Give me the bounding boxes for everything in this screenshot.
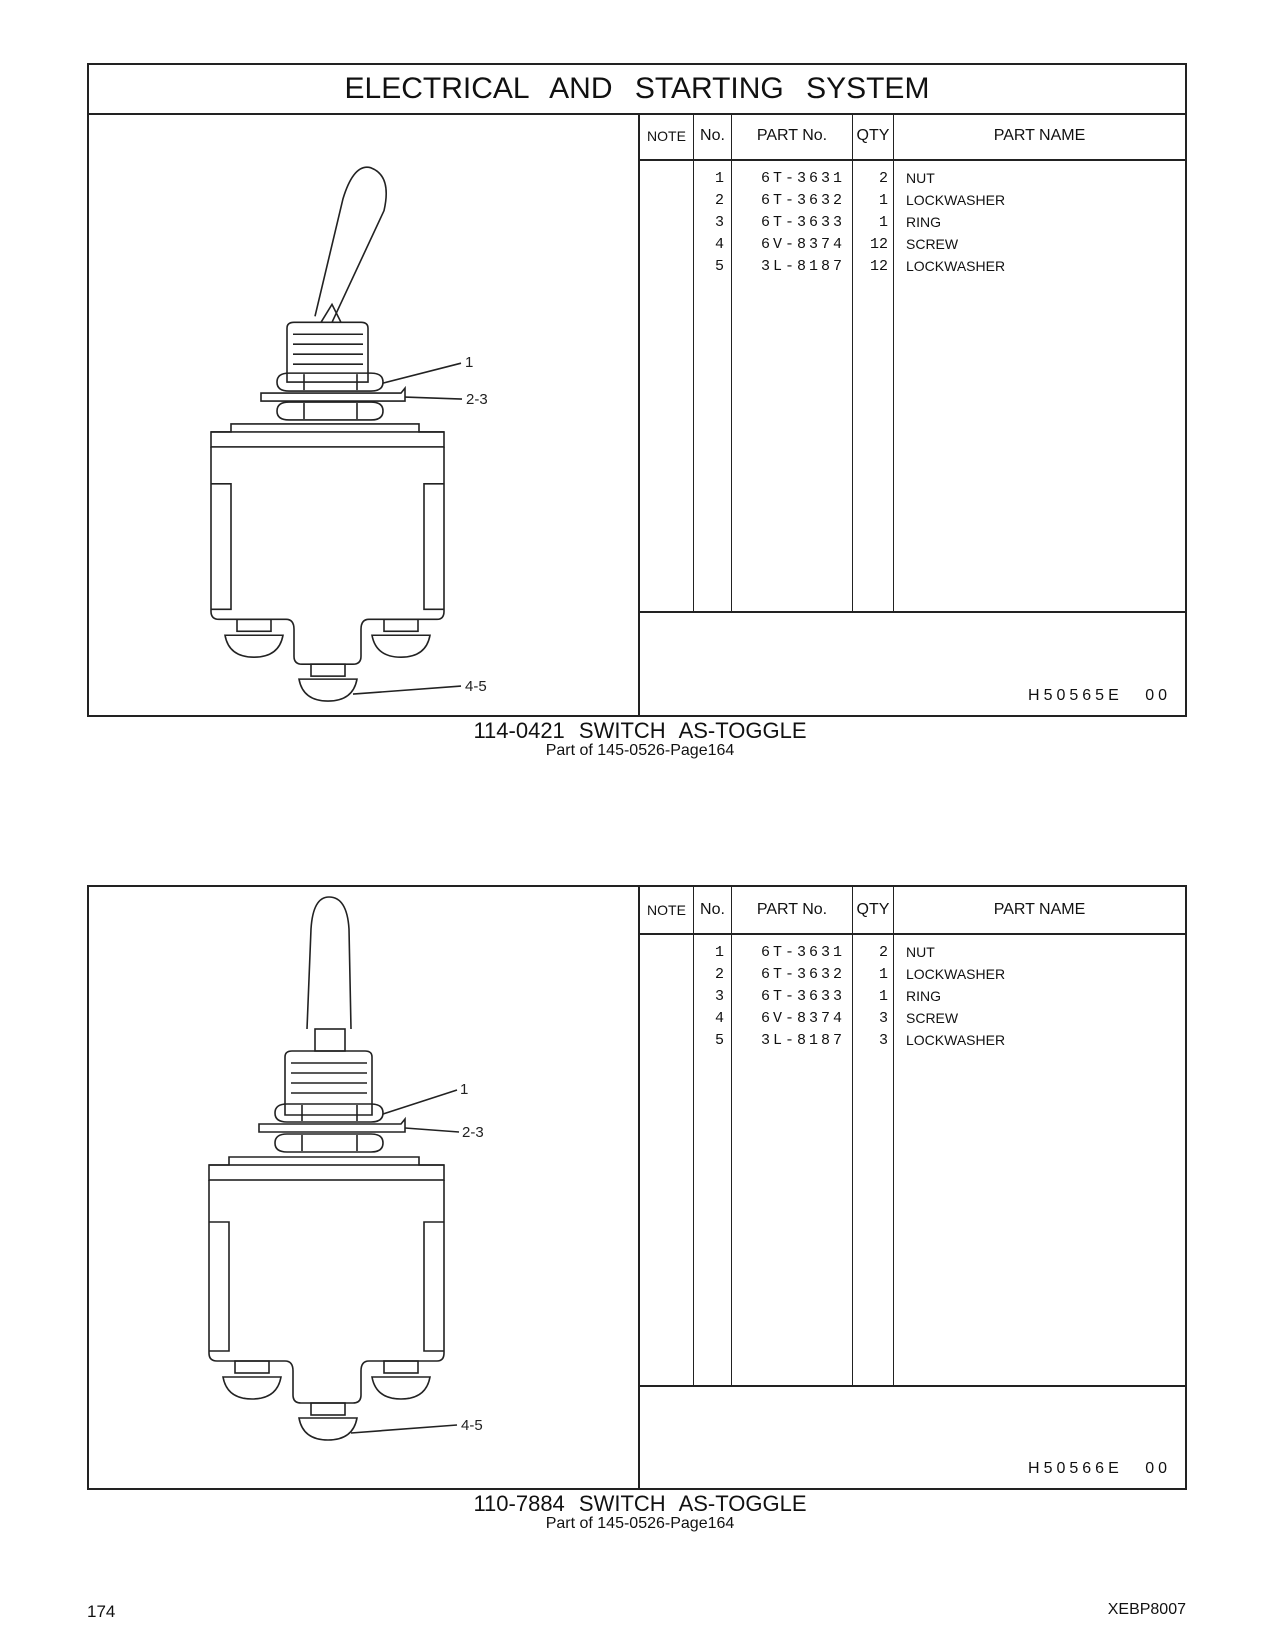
screw-center <box>299 1418 357 1440</box>
caption-title: 110-7884 SWITCH AS-TOGGLE <box>473 1491 807 1516</box>
table-body <box>640 159 1185 613</box>
row-part-no: 6V-8374 <box>760 1010 845 1027</box>
row-part-no: 3L-8187 <box>760 1032 845 1049</box>
row-qty: 12 <box>869 236 888 253</box>
row-no: 4 <box>714 1010 724 1027</box>
nut-upper <box>275 1104 383 1122</box>
switch-body <box>209 1180 444 1403</box>
lever <box>315 167 386 322</box>
row-part-name: RING <box>906 214 941 230</box>
table-row <box>640 255 1185 278</box>
toggle-switch-drawing <box>89 887 640 1488</box>
row-part-no: 6T-3632 <box>760 966 845 983</box>
page-title: ELECTRICAL AND STARTING SYSTEM <box>89 65 1185 115</box>
header-no: No. <box>700 901 725 918</box>
nut-lower <box>277 402 383 420</box>
header-part-no: PART No. <box>756 901 828 918</box>
row-part-no: 6T-3633 <box>760 988 845 1005</box>
row-part-name: RING <box>906 988 941 1004</box>
caption-title: 114-0421 SWITCH AS-TOGGLE <box>473 718 807 743</box>
row-no: 1 <box>714 944 724 961</box>
panel-body <box>89 887 1185 1488</box>
row-part-no: 6T-3632 <box>760 192 845 209</box>
row-no: 2 <box>714 192 724 209</box>
row-qty: 3 <box>878 1032 888 1049</box>
header-part-name: PART NAME <box>993 901 1086 918</box>
parts-table-1 <box>640 113 1185 715</box>
table-body <box>640 933 1185 1387</box>
parts-table-2 <box>640 887 1185 1488</box>
callout-1: 1 <box>460 1081 469 1098</box>
callout-1: 1 <box>465 354 474 372</box>
page-number: 174 <box>87 1602 116 1621</box>
header-note: NOTE <box>647 902 686 918</box>
row-part-no: 6T-3631 <box>760 944 845 961</box>
row-part-no: 6T-3633 <box>760 214 845 231</box>
header-qty: QTY <box>856 901 890 918</box>
toggle-switch-diagram <box>89 887 638 1488</box>
row-part-name: LOCKWASHER <box>906 966 1006 982</box>
nut-lower <box>275 1134 383 1152</box>
row-part-name: NUT <box>906 944 935 960</box>
row-no: 5 <box>714 1032 724 1049</box>
row-no: 3 <box>714 988 724 1005</box>
lever <box>307 897 351 1029</box>
row-qty: 1 <box>878 214 888 231</box>
callout-4-5: 4-5 <box>461 1417 483 1434</box>
header-note: NOTE <box>647 128 686 144</box>
flange <box>209 1157 444 1165</box>
row-qty: 1 <box>878 192 888 209</box>
row-no: 3 <box>714 214 724 231</box>
header-qty: QTY <box>856 127 890 144</box>
table-row <box>640 941 1185 964</box>
row-no: 2 <box>714 966 724 983</box>
header-part-no: PART No. <box>756 127 828 144</box>
screw-left <box>225 635 283 657</box>
parts-panel-2 <box>87 885 1187 1490</box>
row-qty: 3 <box>878 1010 888 1027</box>
screw-right <box>372 635 430 657</box>
row-no: 4 <box>714 236 724 253</box>
callout-2-3: 2-3 <box>466 391 488 409</box>
table-row <box>640 1029 1185 1052</box>
table-row <box>640 1007 1185 1030</box>
callout-4-5: 4-5 <box>465 678 487 696</box>
table-row <box>640 167 1185 190</box>
caption-subtitle: Part of 145-0526-Page164 <box>545 742 735 759</box>
table-row <box>640 189 1185 212</box>
row-qty: 1 <box>878 988 888 1005</box>
parts-panel-1 <box>87 63 1187 717</box>
row-part-name: NUT <box>906 170 935 186</box>
row-part-name: LOCKWASHER <box>906 258 1006 274</box>
table-row <box>640 233 1185 256</box>
row-part-name: LOCKWASHER <box>906 1032 1006 1048</box>
row-part-no: 3L-8187 <box>760 258 845 275</box>
row-part-no: 6T-3631 <box>760 170 845 187</box>
table-row <box>640 963 1185 986</box>
panel-body <box>89 113 1185 715</box>
flange <box>211 424 444 432</box>
screw-right <box>372 1377 430 1399</box>
row-no: 5 <box>714 258 724 275</box>
row-part-name: LOCKWASHER <box>906 192 1006 208</box>
screw-left <box>223 1377 281 1399</box>
row-qty: 1 <box>878 966 888 983</box>
drawing-code: H50565E 00 <box>1028 687 1171 704</box>
header-part-name: PART NAME <box>993 127 1086 144</box>
row-no: 1 <box>714 170 724 187</box>
caption-subtitle: Part of 145-0526-Page164 <box>545 1515 735 1532</box>
callout-2-3: 2-3 <box>462 1124 484 1141</box>
table-row <box>640 985 1185 1008</box>
row-part-name: SCREW <box>906 1010 959 1026</box>
header-no: No. <box>700 127 725 144</box>
row-part-name: SCREW <box>906 236 959 252</box>
table-row <box>640 211 1185 234</box>
caption-2 <box>300 1491 980 1531</box>
drawing-code: H50566E 00 <box>1028 1460 1171 1477</box>
toggle-switch-drawing <box>89 113 640 715</box>
table-header <box>640 887 1185 935</box>
row-qty: 2 <box>878 944 888 961</box>
table-header <box>640 113 1185 161</box>
toggle-switch-diagram <box>89 113 638 715</box>
row-qty: 2 <box>878 170 888 187</box>
row-part-no: 6V-8374 <box>760 236 845 253</box>
row-qty: 12 <box>869 258 888 275</box>
screw-center <box>299 679 357 701</box>
caption-1 <box>300 718 980 758</box>
document-code: XEBP8007 <box>1107 1601 1186 1618</box>
